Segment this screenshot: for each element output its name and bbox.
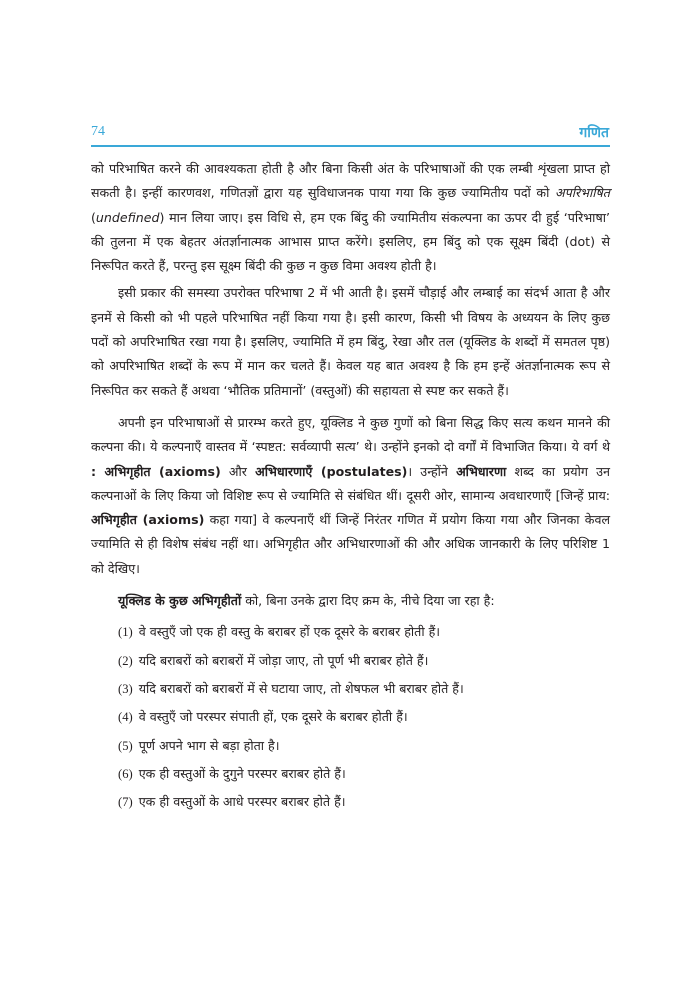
bold-term: अभिधारणा xyxy=(456,463,507,479)
bold-term: यूक्लिड के कुछ अभिगृहीतों xyxy=(118,593,242,609)
list-item xyxy=(91,703,610,731)
item-number: (1) xyxy=(118,625,133,640)
italic-term-english: undefined xyxy=(95,209,160,225)
header-rule xyxy=(91,145,610,147)
bold-term: अभिगृहीत (axioms) xyxy=(91,512,205,528)
item-text: पूर्ण अपने भाग से बड़ा होता है। xyxy=(138,737,280,753)
paragraph-1 xyxy=(91,157,610,278)
paragraph-2: इसी प्रकार की समस्या उपरोक्त परिभाषा 2 में भी आती है। इसमें चौड़ाई और लम्बाई का संदर्भ आता है और इनमें से किसी को भी पहले परिभाषित नहीं किया गया है। इसी कारण, किसी भी विषय के अध्ययन के लिए कुछ पदों को अपरिभाषित रखा गया है। इसलिए, ज्यामिति में हम बिंदु, रेखा और तल (यूक्लिड के शब्दों में समतल पृष्ठ) को अपरिभाषित शब्दों के रूप में मान कर चलते हैं। केवल यह बात अवश्य है कि हम इन्हें अंतर्ज्ञानात्मक रूप से निरूपित कर सकते हैं अथवा ‘भौतिक प्रतिमानों’ (वस्तुओं) की सहायता से स्पष्ट कर सकते हैं। xyxy=(91,285,610,398)
item-text: एक ही वस्तुओं के दुगुने परस्पर बराबर होते हैं। xyxy=(138,765,346,781)
item-text: वे वस्तुएँ जो परस्पर संपाती हों, एक दूसरे के बराबर होती हैं। xyxy=(138,709,408,725)
paragraph-text: शब्द का प्रयोग उन कल्पनाओं के लिए किया जो विशिष्ट रूप से ज्यामिति से संबंधित थीं। दूसरी ओर, सामान्य अवधारणाएँ [जिन्हें प्राय: xyxy=(91,463,610,503)
item-text: एक ही वस्तुओं के आधे परस्पर बराबर होते हैं। xyxy=(138,794,346,810)
item-number: (4) xyxy=(118,710,133,725)
item-number: (2) xyxy=(118,653,133,668)
page-body xyxy=(91,157,610,816)
paragraph-3 xyxy=(91,411,610,581)
item-number: (7) xyxy=(118,795,133,810)
paragraph-text: और xyxy=(220,463,256,479)
list-item xyxy=(91,675,610,703)
list-item xyxy=(91,618,610,646)
list-item xyxy=(91,647,610,675)
item-text: यदि बराबरों को बराबरों में जोड़ा जाए, तो पूर्ण भी बराबर होते हैं। xyxy=(138,652,429,668)
bold-term: : अभिगृहीत (axioms) xyxy=(91,463,221,479)
item-text: वे वस्तुएँ जो एक ही वस्तु के बराबर हों एक दूसरे के बराबर होती हैं। xyxy=(138,624,441,640)
page-number: 74 xyxy=(91,124,105,139)
paragraph-4 xyxy=(91,589,610,613)
paragraph-text: ( xyxy=(91,209,96,225)
axioms-list xyxy=(91,618,610,816)
italic-term: अपरिभाषित xyxy=(554,185,610,201)
list-item xyxy=(91,760,610,788)
paragraph-text: । उन्होंने xyxy=(407,463,457,479)
paragraph-text: को, बिना उनके द्वारा दिए क्रम के, नीचे दिया जा रहा है: xyxy=(241,593,495,609)
item-number: (5) xyxy=(118,738,133,753)
item-number: (3) xyxy=(118,681,133,696)
paragraph-text: ) मान लिया जाए। इस विधि से, हम एक बिंदु की ज्यामितीय संकल्पना का ऊपर दी हुई ‘परिभाषा’ की तुलना में एक बेहतर अंतर्ज्ञानात्मक आभास प्राप्त करेंगे। इसलिए, हम बिंदु को एक सूक्ष्म बिंदी (dot) से निरूपित करते हैं, परन्तु इस सूक्ष्म बिंदी की कुछ न कुछ विमा अवश्य होती है। xyxy=(91,209,610,274)
list-item xyxy=(91,732,610,760)
running-title: गणित xyxy=(579,125,609,141)
paragraph-text: कहा गया] वे कल्पनाएँ थीं जिन्हें निरंतर गणित में प्रयोग किया गया और जिनका केवल ज्यामिति से ही विशेष संबंध नहीं था। अभिगृहीत और अभिधारणाओं की और अधिक जानकारी के लिए परिशिष्ट 1 को देखिए। xyxy=(91,512,610,576)
bold-term: अभिधारणाएँ (postulates) xyxy=(255,463,408,479)
item-number: (6) xyxy=(118,766,133,781)
paragraph-text: को परिभाषित करने की आवश्यकता होती है और बिना किसी अंत के परिभाषाओं की एक लम्बी शृंखला प्राप्त हो सकती है। इन्हीं कारणवश, गणितज्ञों द्वारा यह सुविधाजनक पाया गया कि कुछ ज्यामितीय पदों को xyxy=(91,161,610,201)
paragraph-text: अपनी इन परिभाषाओं से प्रारम्भ करते हुए, यूक्लिड ने कुछ गुणों को बिना सिद्ध किए सत्य कथन मानने की कल्पना की। ये कल्पनाएँ वास्तव में ‘स्पष्टत: सर्वव्यापी सत्य’ थे। उन्होंने इनको दो वर्गों में विभाजित किया। ये वर्ग थे xyxy=(91,414,610,455)
item-text: यदि बराबरों को बराबरों में से घटाया जाए, तो शेषफल भी बराबर होते हैं। xyxy=(138,680,464,696)
list-item xyxy=(91,788,610,816)
